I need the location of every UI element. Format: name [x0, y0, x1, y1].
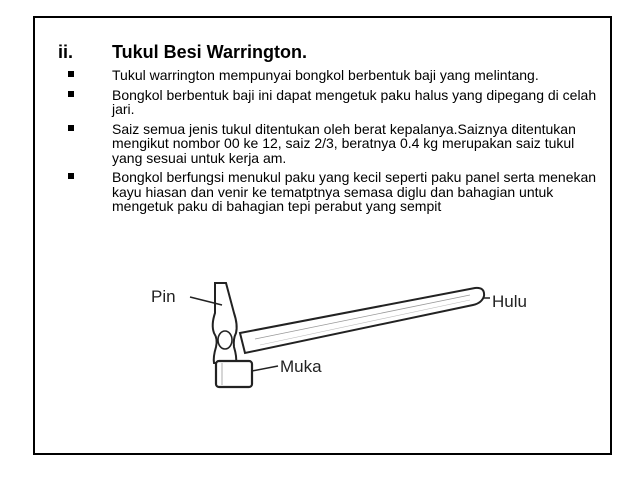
- bullet-item: [58, 170, 606, 214]
- bullet-square-icon: [68, 71, 74, 77]
- bullet-text: Tukul warrington mempunyai bongkol berbentuk baji yang melintang.: [112, 67, 539, 83]
- bullet-text: Bongkol berfungsi menukul paku yang kecil seperti paku panel serta menekan kayu hiasan dan venir ke tematptnya semasa diglu dan bahagian untuk mengetuk paku di bahagian tepi perabut yang sempit: [112, 169, 597, 214]
- hammer-head: [213, 283, 237, 363]
- bullet-square-icon: [68, 173, 74, 179]
- label-hulu: Hulu: [492, 292, 527, 311]
- bullet-item: [58, 68, 606, 83]
- bullet-text: Saiz semua jenis tukul ditentukan oleh berat kepalanya.Saiznya ditentukan mengikut nombor 00 ke 12, saiz 2/3, beratnya 0.4 kg merupakan saiz tukul yang sesuai untuk kerja am.: [112, 120, 576, 166]
- bullet-square-icon: [68, 91, 74, 97]
- hammer-handle: [240, 288, 484, 353]
- bullet-item: [58, 122, 606, 166]
- section-title: Tukul Besi Warrington.: [112, 42, 308, 62]
- section-number: ii.: [58, 42, 74, 62]
- label-muka: Muka: [280, 357, 322, 376]
- label-pin: Pin: [151, 287, 176, 306]
- bullet-item: [58, 88, 606, 117]
- bullet-text: Bongkol berbentuk baji ini dapat mengetuk paku halus yang dipegang di celah jari.: [112, 86, 597, 117]
- hammer-face: [216, 361, 252, 387]
- bullet-list: [58, 68, 606, 219]
- hammer-diagram: [140, 275, 550, 395]
- bullet-square-icon: [68, 125, 74, 131]
